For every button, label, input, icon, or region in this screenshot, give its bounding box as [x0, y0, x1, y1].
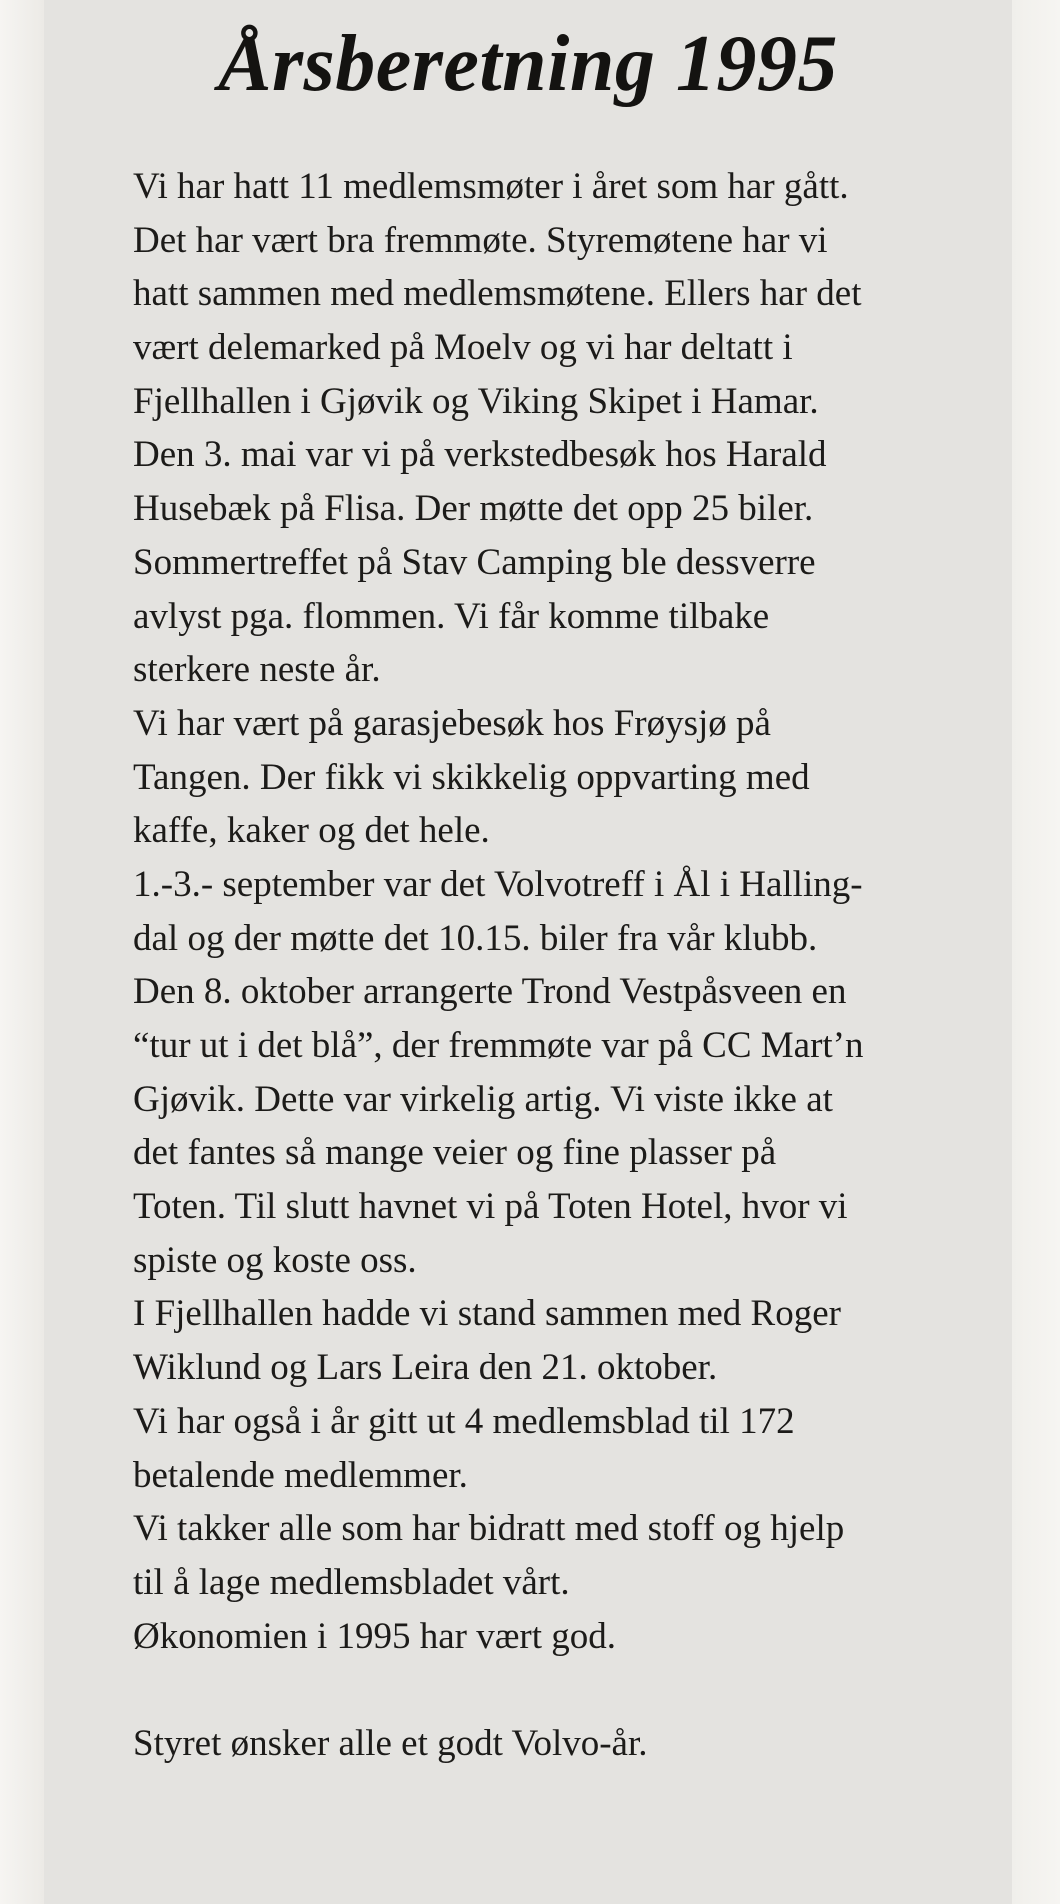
- body-line: Den 3. mai var vi på verkstedbesøk hos Harald: [133, 434, 827, 476]
- body-line: Økonomien i 1995 har vært god.: [133, 1615, 617, 1657]
- body-line: betalende medlemmer.: [133, 1454, 468, 1496]
- closing-line: Styret ønsker alle et godt Volvo-år.: [133, 1722, 648, 1764]
- paragraph-gap: [133, 1663, 973, 1717]
- body-line: Vi takker alle som har bidratt med stoff og hjelp: [133, 1508, 845, 1550]
- body-line: Den 8. oktober arrangerte Trond Vestpåsveen en: [133, 971, 847, 1013]
- body-line: spiste og koste oss.: [133, 1239, 417, 1281]
- body-line: Toten. Til slutt havnet vi på Toten Hotel, hvor vi: [133, 1186, 848, 1228]
- body-line: “tur ut i det blå”, der fremmøte var på CC Mart’n: [133, 1025, 864, 1066]
- body-line: Fjellhallen i Gjøvik og Viking Skipet i Hamar.: [133, 380, 819, 422]
- article-body: [133, 160, 973, 1771]
- body-line: I Fjellhallen hadde vi stand sammen med Roger: [133, 1293, 841, 1335]
- body-line: kaffe, kaker og det hele.: [133, 810, 490, 852]
- page-margin-left: [0, 0, 44, 1904]
- body-line: Wiklund og Lars Leira den 21. oktober.: [133, 1347, 718, 1389]
- body-line: Vi har også i år gitt ut 4 medlemsblad til 172: [133, 1400, 795, 1442]
- body-line: Sommertreffet på Stav Camping ble dessverre: [133, 541, 816, 583]
- body-line: hatt sammen med medlemsmøtene. Ellers har det: [133, 273, 862, 315]
- body-line: sterkere neste år.: [133, 649, 381, 691]
- body-line: Vi har vært på garasjebesøk hos Frøysjø på: [133, 702, 771, 744]
- body-line: Gjøvik. Dette var virkelig artig. Vi viste ikke at: [133, 1078, 833, 1120]
- body-line: Det har vært bra fremmøte. Styremøtene har vi: [133, 219, 828, 261]
- body-line: til å lage medlemsbladet vårt.: [133, 1561, 570, 1603]
- body-line: Tangen. Der fikk vi skikkelig oppvarting med: [133, 756, 810, 798]
- body-line: Husebæk på Flisa. Der møtte det opp 25 biler.: [133, 488, 814, 530]
- document-title: Årsberetning 1995: [218, 20, 838, 108]
- body-line: avlyst pga. flommen. Vi får komme tilbake: [133, 595, 770, 637]
- body-line: vært delemarked på Moelv og vi har deltatt i: [133, 327, 793, 369]
- body-line: 1.-3.- september var det Volvotreff i Ål i Halling-: [133, 863, 863, 905]
- body-line: Vi har hatt 11 medlemsmøter i året som har gått.: [133, 166, 849, 207]
- body-line: dal og der møtte det 10.15. biler fra vår klubb.: [133, 917, 818, 959]
- body-line: det fantes så mange veier og fine plasser på: [133, 1132, 777, 1174]
